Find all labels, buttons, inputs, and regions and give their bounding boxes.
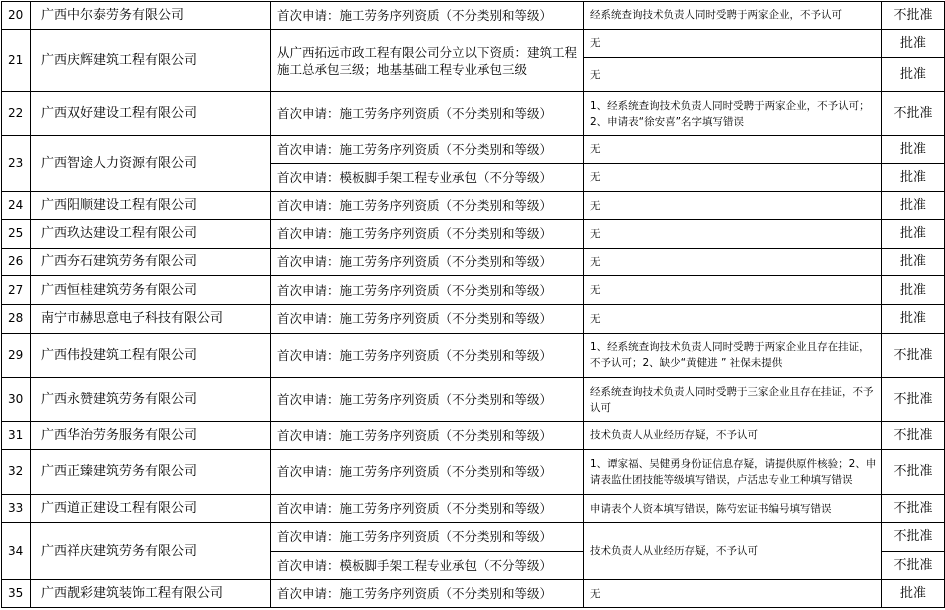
review-opinion: 技术负责人从业经历存疑，不予认可 — [584, 522, 882, 579]
application-item: 首次申请：施工劳务序列资质（不分类别和等级） — [271, 304, 584, 333]
row-number: 32 — [2, 449, 31, 495]
application-item: 首次申请：模板脚手架工程专业承包（不分等级） — [271, 551, 584, 580]
row-number: 28 — [2, 304, 31, 333]
application-item: 首次申请：施工劳务序列资质（不分类别和等级） — [271, 378, 584, 422]
table-body — [2, 2, 945, 608]
approval-result: 不批准 — [882, 333, 945, 378]
company-name: 广西恒桂建筑劳务有限公司 — [31, 276, 271, 305]
company-name: 广西道正建设工程有限公司 — [31, 495, 271, 523]
table-row — [2, 248, 945, 276]
row-number: 31 — [2, 421, 31, 449]
approval-result: 不批准 — [882, 495, 945, 523]
row-number: 22 — [2, 92, 31, 136]
row-number: 23 — [2, 135, 31, 191]
review-opinion: 无 — [584, 192, 882, 220]
approval-result: 不批准 — [882, 92, 945, 136]
review-opinion: 无 — [584, 219, 882, 248]
table-row — [2, 333, 945, 378]
table-row — [2, 135, 945, 163]
company-name: 广西伟投建筑工程有限公司 — [31, 333, 271, 378]
company-name: 广西玖达建设工程有限公司 — [31, 219, 271, 248]
review-opinion: 无 — [584, 276, 882, 305]
table-row — [2, 522, 945, 551]
company-name: 广西夯石建筑劳务有限公司 — [31, 248, 271, 276]
table-row — [2, 378, 945, 422]
application-item: 首次申请：施工劳务序列资质（不分类别和等级） — [271, 92, 584, 136]
application-item: 首次申请：施工劳务序列资质（不分类别和等级） — [271, 2, 584, 30]
application-item: 首次申请：施工劳务序列资质（不分类别和等级） — [271, 135, 584, 163]
approval-result: 批准 — [882, 248, 945, 276]
company-name: 广西双好建设工程有限公司 — [31, 92, 271, 136]
approval-result: 批准 — [882, 135, 945, 163]
company-name: 广西庆辉建筑工程有限公司 — [31, 29, 271, 92]
application-item: 从广西拓远市政工程有限公司分立以下资质：建筑工程施工总承包三级；地基基础工程专业承包三级 — [271, 29, 584, 92]
application-item: 首次申请：施工劳务序列资质（不分类别和等级） — [271, 495, 584, 523]
approval-result: 不批准 — [882, 2, 945, 30]
company-name: 广西阳顺建设工程有限公司 — [31, 192, 271, 220]
table-row — [2, 580, 945, 608]
review-opinion: 经系统查询技术负责人同时受聘于两家企业，不予认可 — [584, 2, 882, 30]
row-number: 30 — [2, 378, 31, 422]
application-item: 首次申请：施工劳务序列资质（不分类别和等级） — [271, 219, 584, 248]
application-item: 首次申请：施工劳务序列资质（不分类别和等级） — [271, 276, 584, 305]
table-row — [2, 449, 945, 495]
approval-result: 批准 — [882, 58, 945, 92]
review-opinion: 无 — [584, 163, 882, 192]
approval-result: 批准 — [882, 580, 945, 608]
review-opinion: 无 — [584, 135, 882, 163]
company-name: 广西祥庆建筑劳务有限公司 — [31, 522, 271, 579]
row-number: 34 — [2, 522, 31, 579]
application-item: 首次申请：施工劳务序列资质（不分类别和等级） — [271, 333, 584, 378]
approval-result: 批准 — [882, 192, 945, 220]
table-row — [2, 29, 945, 58]
application-item: 首次申请：施工劳务序列资质（不分类别和等级） — [271, 248, 584, 276]
application-item: 首次申请：模板脚手架工程专业承包（不分等级） — [271, 163, 584, 192]
table-row — [2, 276, 945, 305]
company-name: 广西永赞建筑劳务有限公司 — [31, 378, 271, 422]
row-number: 29 — [2, 333, 31, 378]
approval-result: 不批准 — [882, 421, 945, 449]
approval-result: 批准 — [882, 219, 945, 248]
row-number: 20 — [2, 2, 31, 30]
row-number: 21 — [2, 29, 31, 92]
table-row — [2, 421, 945, 449]
approval-result: 不批准 — [882, 449, 945, 495]
row-number: 25 — [2, 219, 31, 248]
approval-result: 批准 — [882, 276, 945, 305]
review-opinion: 无 — [584, 58, 882, 92]
approval-result: 不批准 — [882, 522, 945, 551]
table-row — [2, 495, 945, 523]
company-name: 广西靓彩建筑装饰工程有限公司 — [31, 580, 271, 608]
company-name: 南宁市赫思意电子科技有限公司 — [31, 304, 271, 333]
review-opinion: 1、经系统查询技术负责人同时受聘于两家企业且存在挂证，不予认可；2、缺少“黄健进 ” 社保未提供 — [584, 333, 882, 378]
row-number: 35 — [2, 580, 31, 608]
approval-result: 批准 — [882, 304, 945, 333]
application-item: 首次申请：施工劳务序列资质（不分类别和等级） — [271, 421, 584, 449]
review-opinion: 技术负责人从业经历存疑，不予认可 — [584, 421, 882, 449]
review-opinion: 经系统查询技术负责人同时受聘于三家企业且存在挂证，不予认可 — [584, 378, 882, 422]
row-number: 33 — [2, 495, 31, 523]
table-row — [2, 304, 945, 333]
review-opinion: 无 — [584, 29, 882, 58]
table-row — [2, 92, 945, 136]
company-name: 广西正臻建筑劳务有限公司 — [31, 449, 271, 495]
row-number: 26 — [2, 248, 31, 276]
review-opinion: 1、经系统查询技术负责人同时受聘于两家企业，不予认可；2、申请表“徐安喜”名字填写错误 — [584, 92, 882, 136]
company-name: 广西中尔泰劳务有限公司 — [31, 2, 271, 30]
review-opinion: 申请表个人资本填写错误，陈芍宏证书编号填写错误 — [584, 495, 882, 523]
row-number: 27 — [2, 276, 31, 305]
company-name: 广西智途人力资源有限公司 — [31, 135, 271, 191]
application-item: 首次申请：施工劳务序列资质（不分类别和等级） — [271, 580, 584, 608]
approval-result: 不批准 — [882, 378, 945, 422]
review-opinion: 无 — [584, 248, 882, 276]
review-opinion: 无 — [584, 304, 882, 333]
application-item: 首次申请：施工劳务序列资质（不分类别和等级） — [271, 449, 584, 495]
table-row — [2, 192, 945, 220]
approval-result: 不批准 — [882, 551, 945, 580]
approval-result: 批准 — [882, 29, 945, 58]
review-opinion: 1、谭家福、吴健勇身份证信息存疑，请提供原件核验；2、申请表监仕团技能等级填写错误，卢活忠专业工种填写错误 — [584, 449, 882, 495]
approval-result: 批准 — [882, 163, 945, 192]
application-item: 首次申请：施工劳务序列资质（不分类别和等级） — [271, 192, 584, 220]
approval-table — [1, 1, 945, 608]
review-opinion: 无 — [584, 580, 882, 608]
table-row — [2, 219, 945, 248]
table-row — [2, 2, 945, 30]
company-name: 广西华治劳务服务有限公司 — [31, 421, 271, 449]
application-item: 首次申请：施工劳务序列资质（不分类别和等级） — [271, 522, 584, 551]
row-number: 24 — [2, 192, 31, 220]
